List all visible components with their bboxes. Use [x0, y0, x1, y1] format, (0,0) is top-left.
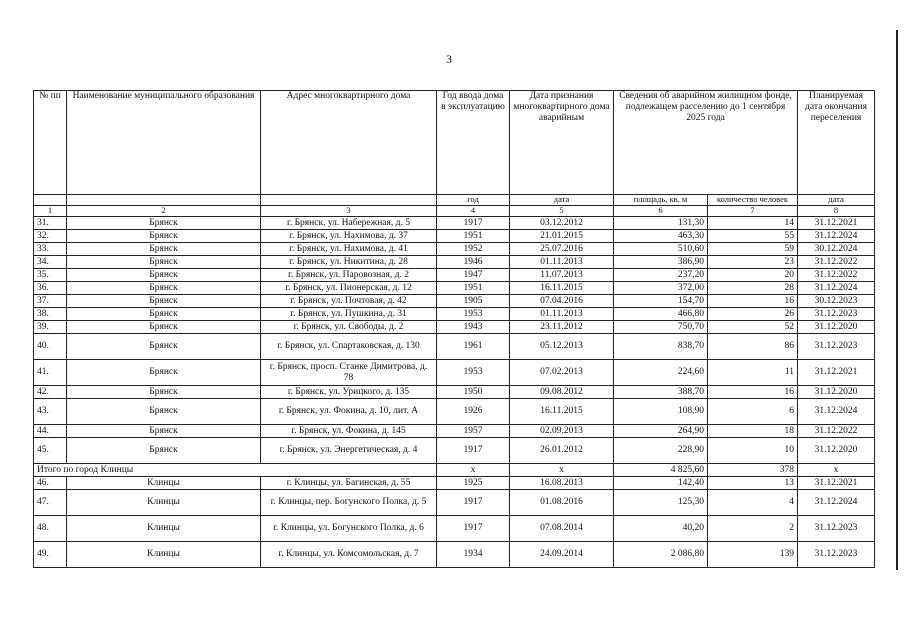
address-cell: г. Брянск, ул. Энергетическая, д. 4 — [261, 438, 437, 464]
municipality-cell: Брянск — [67, 438, 261, 464]
people-cell: 14 — [708, 217, 798, 230]
column-number: 5 — [510, 206, 614, 217]
people-cell: 11 — [708, 360, 798, 386]
total-row — [34, 464, 875, 477]
year-cell: 1946 — [437, 256, 510, 269]
row-number: 43. — [34, 399, 67, 425]
column-number: 8 — [798, 206, 875, 217]
table-body-total — [34, 464, 875, 477]
municipality-cell: Брянск — [67, 399, 261, 425]
year-cell: 1952 — [437, 243, 510, 256]
row-number: 45. — [34, 438, 67, 464]
emergency-date-cell: 01.11.2013 — [510, 308, 614, 321]
table-row — [34, 386, 875, 399]
area-cell: 388,70 — [614, 386, 708, 399]
planned-date-cell: 31.12.2021 — [798, 477, 875, 490]
page-edge-line — [896, 30, 898, 570]
total-year: х — [437, 464, 510, 477]
subheader-empty — [261, 195, 437, 206]
subheader-people: количество человек — [708, 195, 798, 206]
page-number: 3 — [446, 52, 452, 66]
planned-date-cell: 31.12.2024 — [798, 399, 875, 425]
address-cell: г. Брянск, ул. Фокина, д. 10, лит. А — [261, 399, 437, 425]
year-cell: 1951 — [437, 282, 510, 295]
area-cell: 463,30 — [614, 230, 708, 243]
row-number: 48. — [34, 516, 67, 542]
year-cell: 1934 — [437, 542, 510, 568]
planned-date-cell: 30.12.2023 — [798, 295, 875, 308]
people-cell: 55 — [708, 230, 798, 243]
emergency-date-cell: 07.08.2014 — [510, 516, 614, 542]
people-cell: 20 — [708, 269, 798, 282]
year-cell: 1925 — [437, 477, 510, 490]
municipality-cell: Брянск — [67, 321, 261, 334]
column-number: 3 — [261, 206, 437, 217]
area-cell: 510,60 — [614, 243, 708, 256]
row-number: 39. — [34, 321, 67, 334]
address-cell: г. Брянск, ул. Свободы, д. 2 — [261, 321, 437, 334]
table-row — [34, 269, 875, 282]
year-cell: 1917 — [437, 490, 510, 516]
address-cell: г. Брянск, ул. Фокина, д. 145 — [261, 425, 437, 438]
table-row — [34, 490, 875, 516]
year-cell: 1951 — [437, 230, 510, 243]
planned-date-cell: 31.12.2020 — [798, 438, 875, 464]
emergency-date-cell: 07.04.2016 — [510, 295, 614, 308]
year-cell: 1926 — [437, 399, 510, 425]
address-cell: г. Брянск, ул. Почтовая, д. 42 — [261, 295, 437, 308]
address-cell: г. Брянск, просп. Станке Димитрова, д. 78 — [261, 360, 437, 386]
municipality-cell: Клинцы — [67, 477, 261, 490]
table-row — [34, 438, 875, 464]
year-cell: 1953 — [437, 360, 510, 386]
area-cell: 750,70 — [614, 321, 708, 334]
people-cell: 13 — [708, 477, 798, 490]
row-number: 31. — [34, 217, 67, 230]
total-end-date: х — [798, 464, 875, 477]
year-cell: 1917 — [437, 217, 510, 230]
row-number: 47. — [34, 490, 67, 516]
year-cell: 1950 — [437, 386, 510, 399]
municipality-cell: Брянск — [67, 243, 261, 256]
address-cell: г. Клинцы, ул. Комсомольская, д. 7 — [261, 542, 437, 568]
municipality-cell: Брянск — [67, 282, 261, 295]
table-row — [34, 217, 875, 230]
planned-date-cell: 31.12.2023 — [798, 334, 875, 360]
row-number: 36. — [34, 282, 67, 295]
people-cell: 16 — [708, 295, 798, 308]
column-number: 2 — [67, 206, 261, 217]
address-cell: г. Брянск, ул. Пушкина, д. 31 — [261, 308, 437, 321]
header-row — [34, 91, 875, 195]
people-cell: 86 — [708, 334, 798, 360]
row-number: 32. — [34, 230, 67, 243]
row-number: 46. — [34, 477, 67, 490]
area-cell: 372,00 — [614, 282, 708, 295]
planned-date-cell: 31.12.2022 — [798, 256, 875, 269]
column-number-row — [34, 206, 875, 217]
subheader-area: площадь, кв. м — [614, 195, 708, 206]
area-cell: 131,30 — [614, 217, 708, 230]
total-people: 378 — [708, 464, 798, 477]
column-number: 7 — [708, 206, 798, 217]
table-row — [34, 308, 875, 321]
row-number: 49. — [34, 542, 67, 568]
planned-date-cell: 31.12.2021 — [798, 217, 875, 230]
emergency-date-cell: 03.12.2012 — [510, 217, 614, 230]
table-body-bryansk — [34, 217, 875, 464]
address-cell: г. Брянск, ул. Набережная, д. 5 — [261, 217, 437, 230]
municipality-cell: Брянск — [67, 269, 261, 282]
emergency-date-cell: 16.08.2013 — [510, 477, 614, 490]
area-cell: 228,90 — [614, 438, 708, 464]
address-cell: г. Брянск, ул. Нахимова, д. 37 — [261, 230, 437, 243]
row-number: 40. — [34, 334, 67, 360]
table-row — [34, 334, 875, 360]
area-cell: 154,70 — [614, 295, 708, 308]
table-row — [34, 321, 875, 334]
municipality-cell: Брянск — [67, 217, 261, 230]
subheader-empty — [34, 195, 67, 206]
people-cell: 23 — [708, 256, 798, 269]
municipality-cell: Брянск — [67, 308, 261, 321]
municipality-cell: Брянск — [67, 230, 261, 243]
subheader-row — [34, 195, 875, 206]
address-cell: г. Брянск, ул. Урицкого, д. 135 — [261, 386, 437, 399]
municipality-cell: Клинцы — [67, 542, 261, 568]
year-cell: 1961 — [437, 334, 510, 360]
subheader-date: дата — [510, 195, 614, 206]
emergency-date-cell: 24.09.2014 — [510, 542, 614, 568]
row-number: 42. — [34, 386, 67, 399]
address-cell: г. Брянск, ул. Пионерская, д. 12 — [261, 282, 437, 295]
area-cell: 108,90 — [614, 399, 708, 425]
year-cell: 1917 — [437, 438, 510, 464]
year-cell: 1957 — [437, 425, 510, 438]
area-cell: 838,70 — [614, 334, 708, 360]
address-cell: г. Брянск, ул. Спартаковская, д. 130 — [261, 334, 437, 360]
people-cell: 59 — [708, 243, 798, 256]
column-number: 6 — [614, 206, 708, 217]
emergency-date-cell: 07.02.2013 — [510, 360, 614, 386]
area-cell: 2 086,80 — [614, 542, 708, 568]
table-row — [34, 230, 875, 243]
planned-date-cell: 31.12.2024 — [798, 230, 875, 243]
housing-table — [33, 90, 875, 568]
year-cell: 1947 — [437, 269, 510, 282]
address-cell: г. Брянск, ул. Паровозная, д. 2 — [261, 269, 437, 282]
people-cell: 10 — [708, 438, 798, 464]
people-cell: 52 — [708, 321, 798, 334]
table-row — [34, 399, 875, 425]
emergency-date-cell: 02.09.2013 — [510, 425, 614, 438]
year-cell: 1905 — [437, 295, 510, 308]
total-label: Итого по город Клинцы — [34, 464, 437, 477]
municipality-cell: Брянск — [67, 386, 261, 399]
year-cell: 1953 — [437, 308, 510, 321]
table-row — [34, 256, 875, 269]
emergency-date-cell: 09.08.2012 — [510, 386, 614, 399]
area-cell: 264,90 — [614, 425, 708, 438]
planned-date-cell: 31.12.2022 — [798, 269, 875, 282]
municipality-cell: Брянск — [67, 256, 261, 269]
header-address: Адрес многоквартирного дома — [261, 91, 437, 195]
address-cell: г. Брянск, ул. Никитина, д. 28 — [261, 256, 437, 269]
emergency-date-cell: 21.01.2015 — [510, 230, 614, 243]
column-number: 1 — [34, 206, 67, 217]
municipality-cell: Брянск — [67, 295, 261, 308]
area-cell: 40,20 — [614, 516, 708, 542]
planned-date-cell: 30.12.2024 — [798, 243, 875, 256]
planned-date-cell: 31.12.2024 — [798, 490, 875, 516]
planned-date-cell: 31.12.2020 — [798, 386, 875, 399]
row-number: 35. — [34, 269, 67, 282]
area-cell: 237,20 — [614, 269, 708, 282]
emergency-date-cell: 01.11.2013 — [510, 256, 614, 269]
planned-date-cell: 31.12.2023 — [798, 308, 875, 321]
people-cell: 18 — [708, 425, 798, 438]
table-row — [34, 360, 875, 386]
address-cell: г. Клинцы, ул. Богунского Полка, д. 6 — [261, 516, 437, 542]
people-cell: 26 — [708, 308, 798, 321]
municipality-cell: Брянск — [67, 425, 261, 438]
people-cell: 139 — [708, 542, 798, 568]
table-row — [34, 425, 875, 438]
header-date-emergency: Дата признания многоквартирного дома аварийным — [510, 91, 614, 195]
row-number: 44. — [34, 425, 67, 438]
emergency-date-cell: 23.11.2012 — [510, 321, 614, 334]
municipality-cell: Клинцы — [67, 516, 261, 542]
year-cell: 1917 — [437, 516, 510, 542]
header-housing-info: Сведения об аварийном жилищном фонде, подлежащем расселению до 1 сентября 2025 года — [614, 91, 798, 195]
emergency-date-cell: 16.11.2015 — [510, 399, 614, 425]
column-number: 4 — [437, 206, 510, 217]
people-cell: 6 — [708, 399, 798, 425]
planned-date-cell: 31.12.2024 — [798, 282, 875, 295]
header-number: № пп — [34, 91, 67, 195]
planned-date-cell: 31.12.2023 — [798, 542, 875, 568]
row-number: 34. — [34, 256, 67, 269]
table-row — [34, 542, 875, 568]
area-cell: 224,60 — [614, 360, 708, 386]
table-row — [34, 477, 875, 490]
table-body-klintsy — [34, 477, 875, 568]
municipality-cell: Брянск — [67, 360, 261, 386]
address-cell: г. Клинцы, ул. Багинская, д. 55 — [261, 477, 437, 490]
address-cell: г. Брянск, ул. Нахимова, д. 41 — [261, 243, 437, 256]
total-area: 4 825,60 — [614, 464, 708, 477]
emergency-date-cell: 05.12.2013 — [510, 334, 614, 360]
people-cell: 28 — [708, 282, 798, 295]
row-number: 33. — [34, 243, 67, 256]
header-planned-date: Планируемая дата окончания переселения — [798, 91, 875, 195]
emergency-date-cell: 01.08.2016 — [510, 490, 614, 516]
people-cell: 4 — [708, 490, 798, 516]
planned-date-cell: 31.12.2020 — [798, 321, 875, 334]
municipality-cell: Брянск — [67, 334, 261, 360]
area-cell: 125,30 — [614, 490, 708, 516]
header-year: Год ввода дома в эксплуатацию — [437, 91, 510, 195]
planned-date-cell: 31.12.2023 — [798, 516, 875, 542]
area-cell: 466,80 — [614, 308, 708, 321]
row-number: 38. — [34, 308, 67, 321]
subheader-empty — [67, 195, 261, 206]
table-row — [34, 282, 875, 295]
row-number: 37. — [34, 295, 67, 308]
emergency-date-cell: 26.01.2012 — [510, 438, 614, 464]
address-cell: г. Клинцы, пер. Богунского Полка, д. 5 — [261, 490, 437, 516]
area-cell: 386,90 — [614, 256, 708, 269]
table-row — [34, 295, 875, 308]
year-cell: 1943 — [437, 321, 510, 334]
people-cell: 16 — [708, 386, 798, 399]
table-row — [34, 516, 875, 542]
planned-date-cell: 31.12.2022 — [798, 425, 875, 438]
table-row — [34, 243, 875, 256]
subheader-end-date: дата — [798, 195, 875, 206]
row-number: 41. — [34, 360, 67, 386]
emergency-date-cell: 11.07.2013 — [510, 269, 614, 282]
emergency-date-cell: 16.11.2015 — [510, 282, 614, 295]
municipality-cell: Клинцы — [67, 490, 261, 516]
header-municipality: Наименование муниципального образования — [67, 91, 261, 195]
planned-date-cell: 31.12.2021 — [798, 360, 875, 386]
subheader-year: год — [437, 195, 510, 206]
total-date: х — [510, 464, 614, 477]
emergency-date-cell: 25.07.2016 — [510, 243, 614, 256]
people-cell: 2 — [708, 516, 798, 542]
area-cell: 142,40 — [614, 477, 708, 490]
